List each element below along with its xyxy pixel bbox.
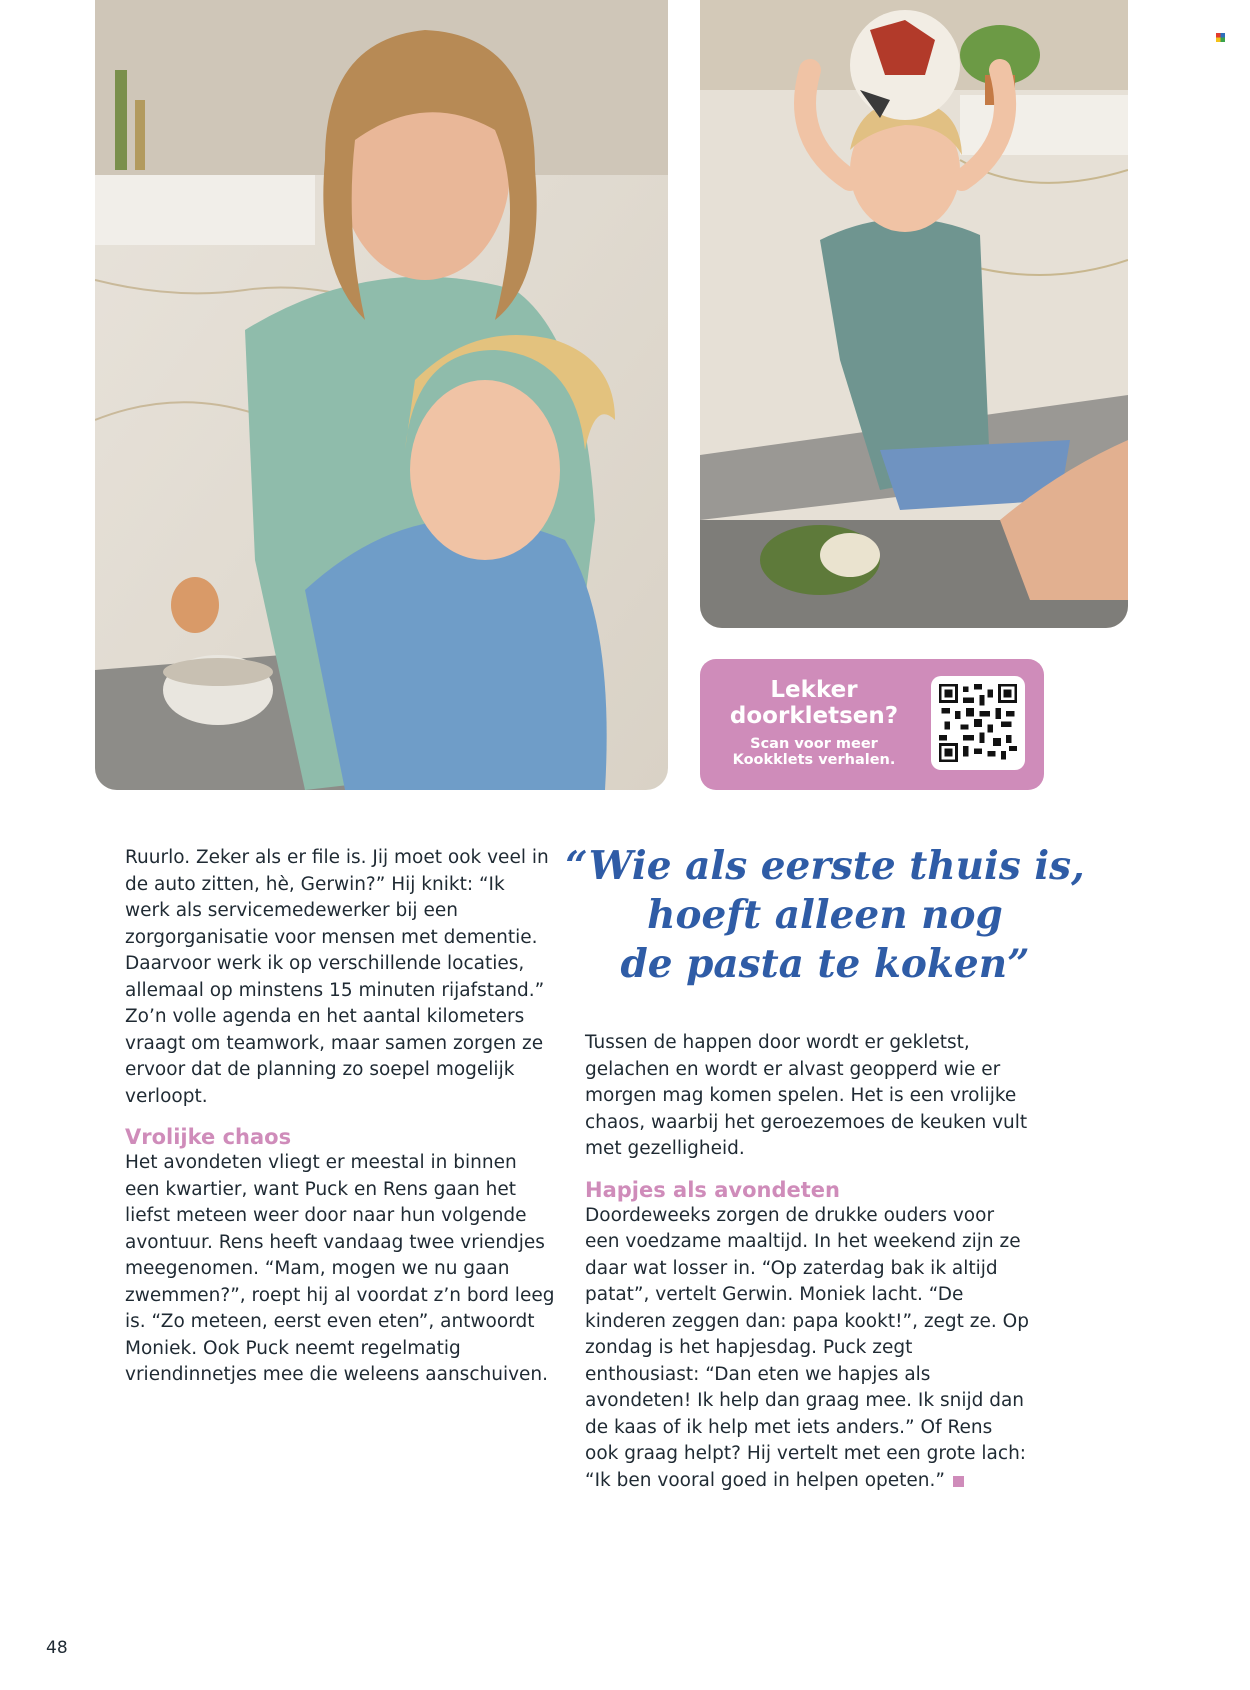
corner-logo-icon xyxy=(1216,33,1225,42)
paragraph: Ruurlo. Zeker als er file is. Jij moet ook veel in de auto zitten, hè, Gerwin?” Hij knikt: “Ik werk als servicemedewerker bij een zorgorganisatie voor mensen met dementie. Daarvoor werk ik op verschillende locaties, allemaal op minstens 15 minuten rijafstand.” Zo’n volle agenda en het aantal kilometers vraagt om teamwork, maar samen zorgen ze ervoor dat de planning zo soepel mogelijk verloopt. xyxy=(125,847,549,1107)
end-mark-icon xyxy=(953,1476,964,1487)
qr-code-icon[interactable] xyxy=(931,676,1025,770)
section-heading: Vrolijke chaos xyxy=(125,1125,292,1149)
section-heading: Hapjes als avondeten xyxy=(585,1177,840,1202)
paragraph: Het avondeten vliegt er meestal in binnen een kwartier, want Puck en Rens gaan het liefst meteen weer door naar hun volgende avontuur. Rens heeft vandaag twee vriendjes meegenomen. “Mam, mogen we nu gaan zwemmen?”, roept hij al voordat z’n bord leeg is. “Zo meteen, eerst even eten”, antwoordt Moniek. Ook Puck neemt regelmatig vriendinnetjes mee die weleens aanschuiven. xyxy=(125,1152,555,1385)
photo-boy-football xyxy=(700,0,1128,628)
pull-quote: “Wie als eerste thuis is, hoeft alleen nog de pasta te koken” xyxy=(565,843,1085,987)
article-column-right xyxy=(585,1030,1030,1494)
promo-subtitle: Scan voor meer Kookklets verhalen. xyxy=(732,736,896,768)
paragraph: Doordeweeks zorgen de drukke ouders voor een voedzame maaltijd. In het weekend zijn ze daar wat losser in. “Op zaterdag bak ik altijd patat”, vertelt Gerwin. Moniek lacht. “De kinderen zeggen dan: papa kookt!”, zegt ze. Op zondag is het hapjesdag. Puck zegt enthousiast: “Dan eten we hapjes als avondeten! Ik help dan graag mee. Ik snijd dan de kaas of ik help met iets anders.” Of Rens ook graag helpt? Hij vertelt met een grote lach: “Ik ben vooral goed in helpen opeten.” xyxy=(585,1204,1029,1491)
paragraph-end xyxy=(585,1203,1030,1495)
paragraph: Tussen de happen door wordt er gekletst, gelachen en wordt er alvast geopperd wie er morgen mag komen spelen. Het is een vrolijke chaos, waarbij het geroezemoes de keuken vult met gezelligheid. xyxy=(585,1032,1028,1159)
photo-mother-daughter xyxy=(95,0,668,790)
promo-box[interactable] xyxy=(700,659,1044,790)
page-number: 48 xyxy=(46,1638,68,1658)
article-column-left xyxy=(125,845,555,1389)
promo-title: Lekker doorkletsen? xyxy=(729,677,899,729)
